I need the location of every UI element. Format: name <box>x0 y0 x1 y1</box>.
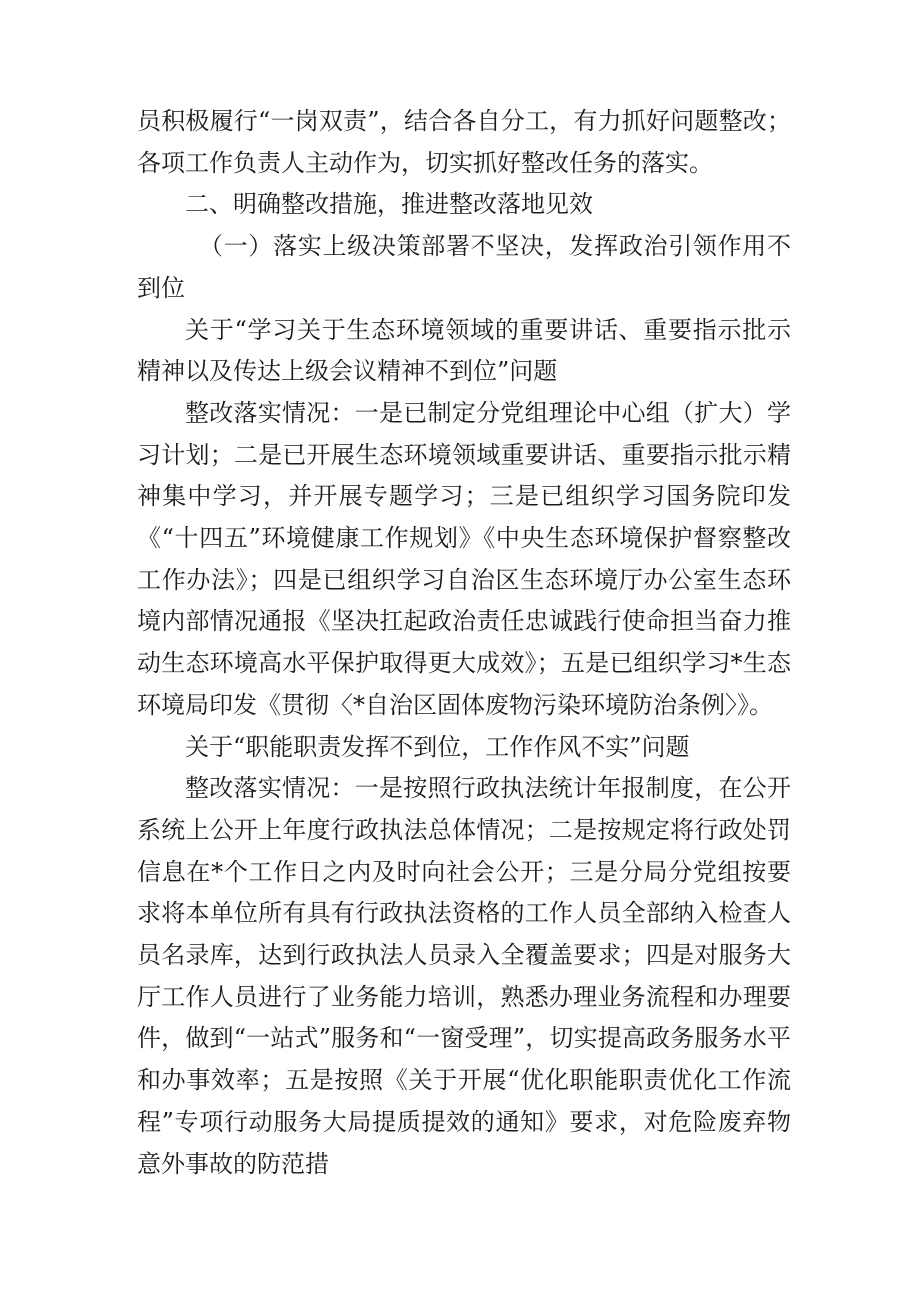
issue-title-duties: 关于“职能职责发挥不到位，工作作风不实”问题 <box>185 732 690 761</box>
body-paragraph-continuation: 员积极履行“一岗双责”，结合各自分工，有力抓好问题整改；各项工作负责人主动作为，切实抓好整改任务的落实。 <box>137 107 791 177</box>
issue-title-study: 关于“学习关于生态环境领域的重要讲话、重要指示批示精神以及传达上级会议精神不到位”问题 <box>137 315 791 386</box>
section-heading: 二、明确整改措施，推进整改落地见效 <box>185 190 593 219</box>
rectification-paragraph-study: 整改落实情况：一是已制定分党组理论中心组（扩大）学习计划；二是已开展生态环境领域重要讲话、重要指示批示精神集中学习，并开展专题学习；三是已组织学习国务院印发《“十四五”环境健康工作规划》《中央生态环境保护督察整改工作办法》；四是已组织学习自治区生态环境厅办公室生态环境内部情况通报《坚决扛起政治责任忠诚践行使命担当奋力推动生态环境高水平保护取得更大成效》；五是已组织学习*生态环境局印发《贯彻〈*自治区固体废物污染环境防治条例〉》。 <box>137 398 791 719</box>
subsection-heading: （一）落实上级决策部署不坚决，发挥政治引领作用不到位 <box>137 232 791 302</box>
document-body <box>137 101 791 1185</box>
rectification-paragraph-duties: 整改落实情况：一是按照行政执法统计年报制度，在公开系统上公开上年度行政执法总体情况；二是按规定将行政处罚信息在*个工作日之内及时向社会公开；三是分局分党组按要求将本单位所有具有行政执法资格的工作人员全部纳入检查人员名录库，达到行政执法人员录入全覆盖要求；四是对服务大厅工作人员进行了业务能力培训，熟悉办理业务流程和办理要件，做到“一站式”服务和“一窗受理”，切实提高政务服务水平和办事效率；五是按照《关于开展“优化职能职责优化工作流程”专项行动服务大局提质提效的通知》要求，对危险废弃物意外事故的防范措 <box>137 774 791 1178</box>
